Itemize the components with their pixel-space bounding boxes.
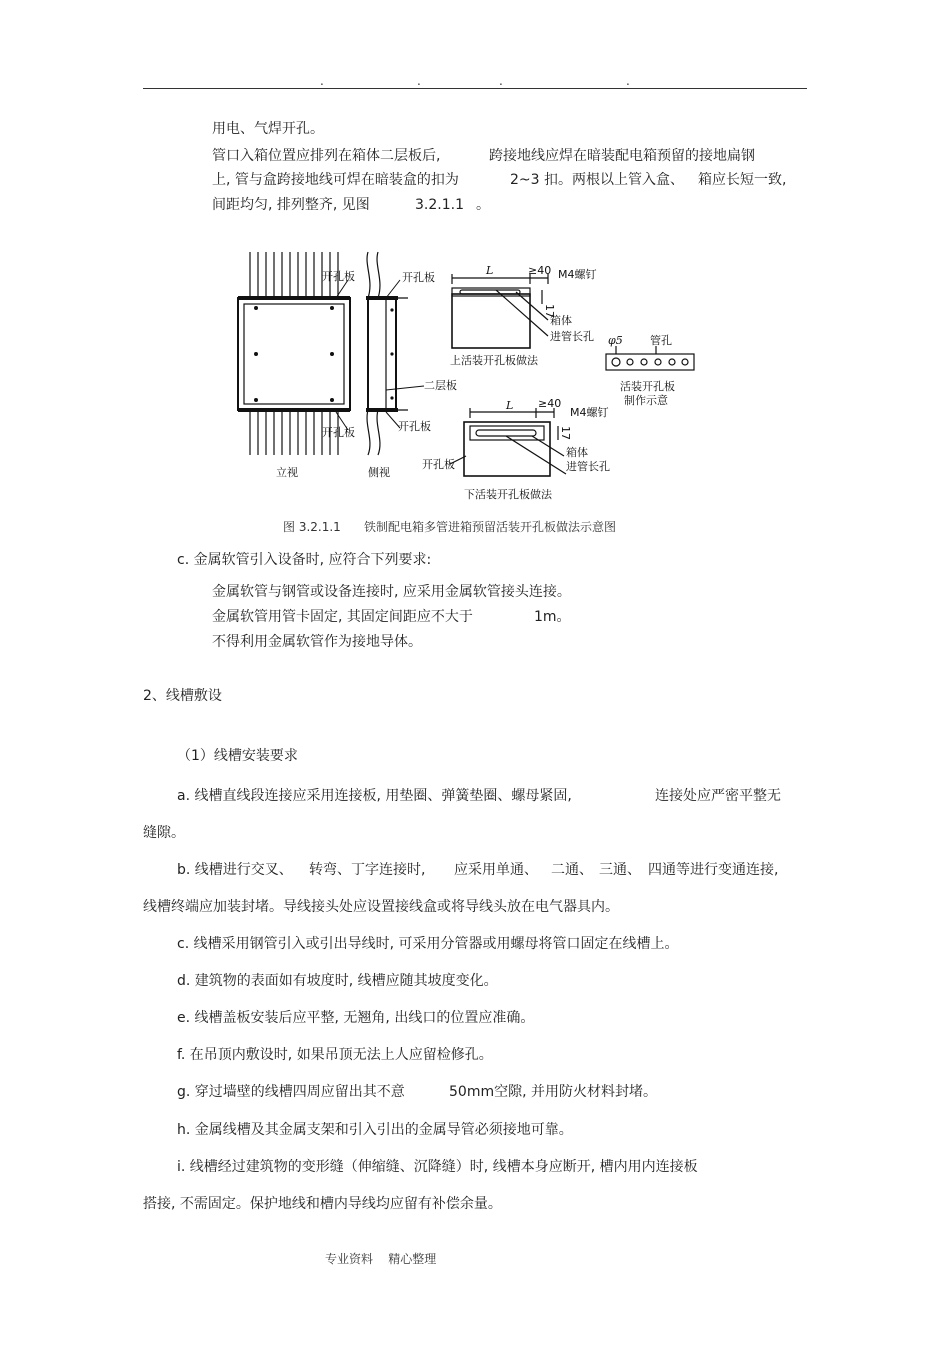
intro-line: 间距均匀, 排列整齐, 见图 (212, 197, 370, 213)
intro-line: 箱应长短一致, (698, 172, 787, 188)
dim-L: L (506, 399, 514, 412)
label-kongban: 开孔板 (422, 458, 455, 471)
intro-line: 用电、气焊开孔。 (212, 121, 324, 137)
paragraph-c: c. 线槽采用钢管引入或引出导线时, 可采用分管器或用螺母将管口固定在线槽上。 (177, 936, 679, 952)
paragraph-b: 四通等进行变通连接, (648, 862, 779, 878)
paragraph-a: 连接处应严密平整无 (655, 788, 781, 804)
subsection-heading: （1）线槽安装要求 (177, 748, 298, 764)
paragraph-h: h. 金属线槽及其金属支架和引入引出的金属导管必须接地可靠。 (177, 1122, 573, 1138)
intro-line: 上, 管与盒跨接地线可焊在暗装盒的扣为 (212, 172, 459, 188)
paragraph-i: 搭接, 不需固定。保护地线和槽内导线均应留有补偿余量。 (143, 1196, 502, 1212)
title-lower-method: 下活装开孔板做法 (464, 488, 552, 501)
label-kongban: 开孔板 (402, 271, 435, 284)
label-side-view: 侧视 (368, 466, 390, 479)
header-dot: . (626, 74, 630, 88)
label-box-body: 箱体 (550, 314, 572, 327)
paragraph-f: f. 在吊顶内敷设时, 如果吊顶无法上人应留检修孔。 (177, 1047, 493, 1063)
header-rule (143, 88, 807, 89)
page-footer: 专业资料 精心整理 (325, 1252, 437, 1266)
dim-17: 17 (543, 304, 556, 318)
label-front-view: 立视 (276, 466, 298, 479)
section-c-item: 金属软管与钢管或设备连接时, 应采用金属软管接头连接。 (212, 584, 571, 600)
label-second-layer-plate: 二层板 (424, 379, 457, 392)
paragraph-g: g. 穿过墙壁的线槽四周应留出其不意 (177, 1084, 405, 1100)
paragraph-b: 线槽终端应加装封堵。导线接头处应设置接线盒或将导线头放在电气器具内。 (143, 899, 619, 915)
figure-caption-number: 图 3.2.1.1 (283, 520, 341, 534)
paragraph-b: 转弯、丁字连接时, (309, 862, 426, 878)
intro-line: 2~3 扣。两根以上管入盒、 (510, 172, 684, 188)
label-pipe-hole: 管孔 (650, 334, 672, 347)
paragraph-g: 50mm空隙, 并用防火材料封堵。 (449, 1084, 657, 1100)
title-movable-plate: 活装开孔板 (620, 380, 675, 393)
label-m4-screw: M4螺钉 (570, 406, 609, 419)
label-m4-screw: M4螺钉 (558, 268, 597, 281)
paragraph-a: 缝隙。 (143, 825, 185, 841)
paragraph-b: 二通、 (551, 862, 593, 878)
paragraph-a: a. 线槽直线段连接应采用连接板, 用垫圈、弹簧垫圈、螺母紧固, (177, 788, 572, 804)
figure-caption: 铁制配电箱多管进箱预留活装开孔板做法示意图 (364, 520, 617, 534)
paragraph-b: 三通、 (599, 862, 641, 878)
intro-line: 。 (476, 197, 490, 213)
paragraph-d: d. 建筑物的表面如有坡度时, 线槽应随其坡度变化。 (177, 973, 498, 989)
dim-min-40: ≥40 (528, 264, 552, 277)
paragraph-b: 应采用单通、 (454, 862, 538, 878)
dim-17: 17 (559, 426, 572, 440)
intro-line: 跨接地线应焊在暗装配电箱预留的接地扁钢 (489, 148, 755, 164)
figure-reference: 3.2.1.1 (415, 197, 464, 213)
dim-L: L (486, 264, 494, 277)
technical-drawing (236, 250, 706, 508)
title-upper-method: 上活装开孔板做法 (450, 354, 538, 367)
header-dot: . (320, 74, 324, 88)
title-movable-plate-sub: 制作示意 (624, 394, 668, 407)
label-kongban: 开孔板 (322, 426, 355, 439)
paragraph-i: i. 线槽经过建筑物的变形缝（伸缩缝、沉降缝）时, 线槽本身应断开, 槽内用内连接板 (177, 1159, 698, 1175)
label-box-body: 箱体 (566, 446, 588, 459)
label-kongban: 开孔板 (322, 270, 355, 283)
label-entry-slot: 进管长孔 (566, 460, 610, 473)
paragraph-e: e. 线槽盖板安装后应平整, 无翘角, 出线口的位置应准确。 (177, 1010, 535, 1026)
section-c-title: c. 金属软管引入设备时, 应符合下列要求: (177, 552, 432, 568)
section-c-item: 1m。 (534, 609, 571, 625)
label-entry-slot: 进管长孔 (550, 330, 594, 343)
section-c-item: 金属软管用管卡固定, 其固定间距应不大于 (212, 609, 473, 625)
header-dot: . (417, 74, 421, 88)
dim-min-40: ≥40 (538, 397, 562, 410)
section-heading: 2、线槽敷设 (143, 688, 222, 704)
paragraph-b: b. 线槽进行交叉、 (177, 862, 293, 878)
dim-phi5: φ5 (608, 334, 623, 347)
section-c-item: 不得利用金属软管作为接地导体。 (212, 634, 422, 650)
label-kongban: 开孔板 (398, 420, 431, 433)
header-dot: . (499, 74, 503, 88)
intro-line: 管口入箱位置应排列在箱体二层板后, (212, 148, 441, 164)
